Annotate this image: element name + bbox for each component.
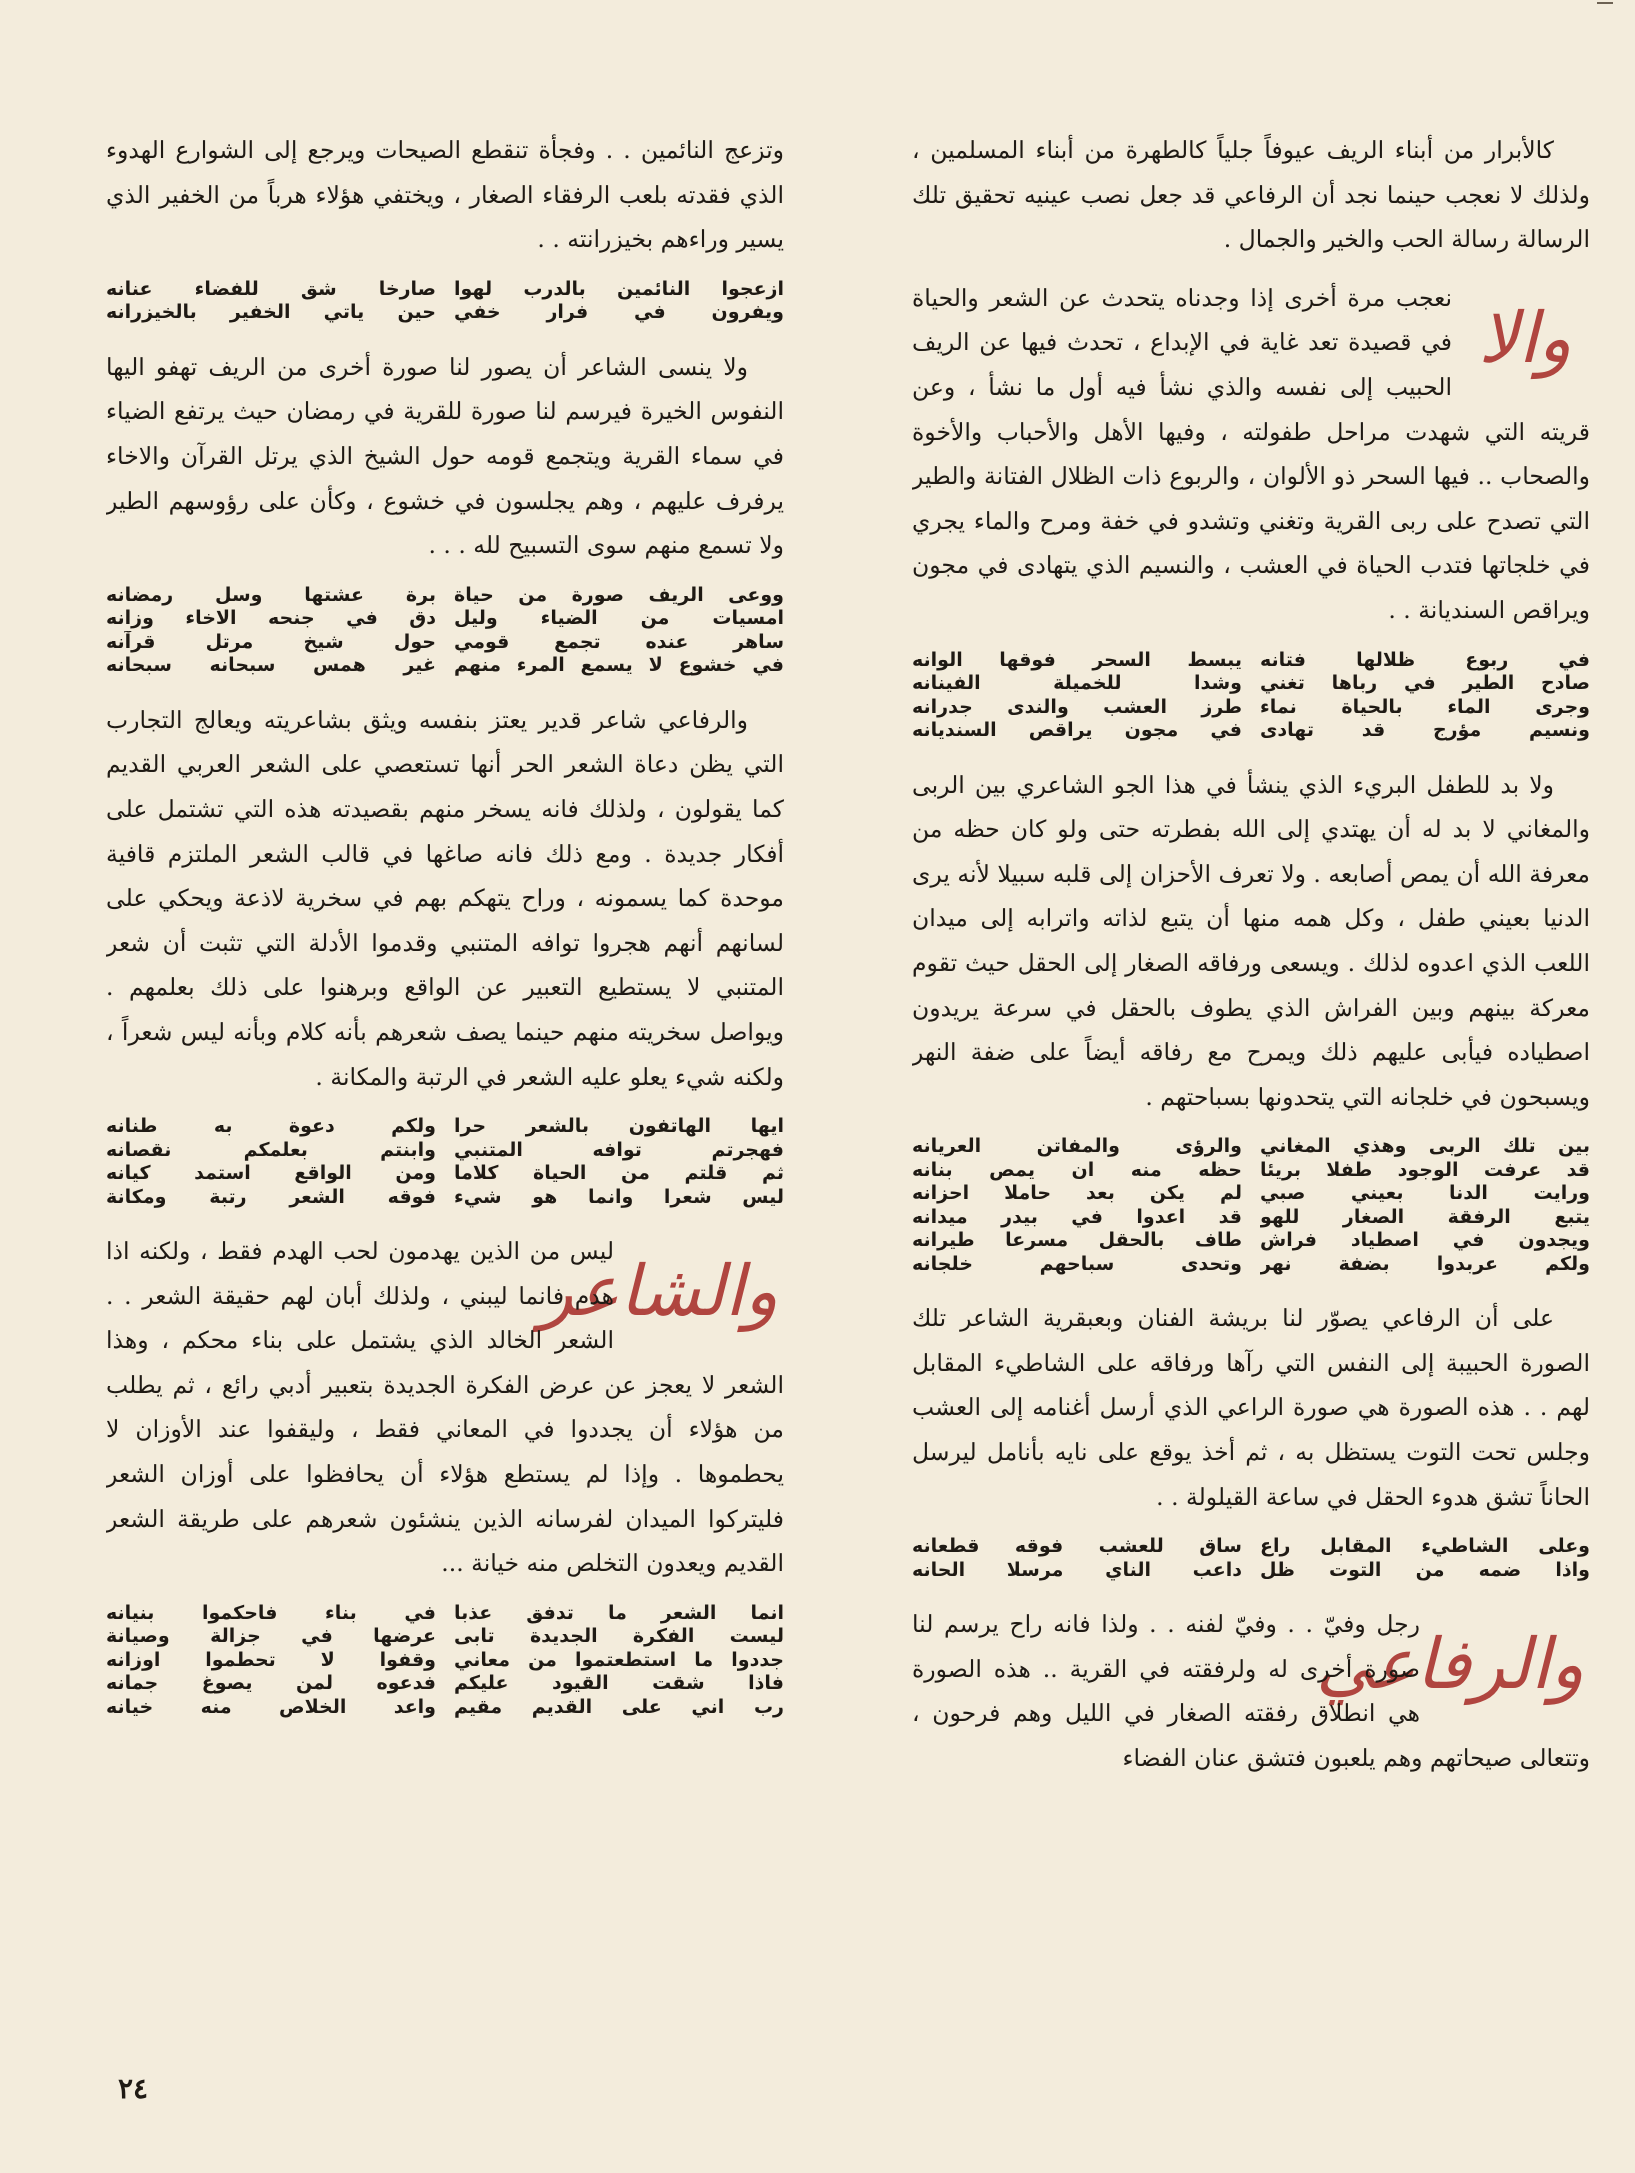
poem-block xyxy=(106,278,784,325)
verse-first-hemistich: ليست الفكرة الجديدة تابى xyxy=(454,1625,784,1648)
verse-second-hemistich: لم يكن بعد حاملا احزانه xyxy=(912,1182,1242,1205)
verse-first-hemistich: فهجرتم توافه المتنبي xyxy=(454,1138,784,1161)
poem-block xyxy=(106,584,784,678)
verse-second-hemistich: قد اعدوا في بيدر ميدانه xyxy=(912,1205,1242,1228)
paragraph-text: والرفاعي شاعر قدير يعتز بنفسه ويثق بشاعريته ويعالج التجارب التي يظن دعاة الشعر الحر أنها تستعصي على الشعر العربي القديم كما يقولون ، ولذلك فانه يسخر منهم بقصيدته هذه التي تشتمل على أفكار جديدة . ومع ذلك فانه صاغها في قالب الشعر الملتزم قافية موحدة كما يسمونه ، وراح يتهكم بهم في سخرية لاذعة ويحكي على لسانهم أنهم هجروا توافه المتنبي وقدموا الأدلة التي تثبت أن شعر المتنبي لا يستطيع التعبير عن الواقع وبرهنوا على ذلك بعلمهم . ويواصل سخريته منهم حينما يصف شعرهم بأنه كلام وبأنه ليس شعراً ، ولكنه شيء يعلو عليه الشعر في الرتبة والمكانة . xyxy=(106,705,784,1091)
poem-block xyxy=(106,1602,784,1720)
verse-second-hemistich: وابنتم بعلمكم نقصانه xyxy=(106,1138,436,1161)
paragraph xyxy=(912,128,1590,262)
paragraph-text: ولا ينسى الشاعر أن يصور لنا صورة أخرى من الريف تهفو اليها النفوس الخيرة فيرسم لنا صورة للقرية في رمضان حيث يرتفع الضياء في سماء القرية ويتجمع قومه حول الشيخ الذي يرتل القرآن والاخاء يرفرف عليهم ، وهم يجلسون في خشوع ، وكأن على رؤوسهم الطير ولا تسمع منهم سوى التسبيح لله . . . xyxy=(106,352,784,560)
verse-second-hemistich: غير همس سبحانه سبحانه xyxy=(106,654,436,677)
poem-verse xyxy=(912,1206,1590,1230)
verse-first-hemistich: ايها الهاتفون بالشعر حرا xyxy=(454,1115,784,1138)
poem-verse xyxy=(106,1625,784,1649)
paragraph-text: كالأبرار من أبناء الريف عيوفاً جلياً كالطهرة من أبناء المسلمين ، ولذلك لا نعجب حينما نجد أن الرفاعي قد جعل نصب عينيه تحقيق تلك الرسالة رسالة الحب والخير والجمال . xyxy=(912,136,1590,254)
verse-second-hemistich: في بناء فاحكموا بنيانه xyxy=(106,1601,436,1624)
verse-first-hemistich: ونسيم مؤرج قد تهادى xyxy=(1260,719,1590,742)
verse-first-hemistich: ووعى الريف صورة من حياة xyxy=(454,583,784,606)
verse-first-hemistich: ليس شعرا وانما هو شيء xyxy=(454,1185,784,1208)
poem-verse xyxy=(106,1186,784,1210)
verse-second-hemistich: فوقه الشعر رتبة ومكانة xyxy=(106,1185,436,1208)
verse-second-hemistich: برة عشتها وسل رمضانه xyxy=(106,583,436,606)
paragraph-text: ولا بد للطفل البريء الذي ينشأ في هذا الجو الشاعري بين الربى والمغاني لا بد له أن يهتدي إلى الله بفطرته حتى ولو كان حظه من معرفة الله أن يمص أصابعه . ولا تعرف الأحزان إلى قلبه سبيلا لأنه يرى الدنيا بعيني طفل ، وكل همه منها أن يتبع لذاته واترابه إلى ميدان اللعب الذي اعدوه لذلك . ويسعى ورفاقه الصغار إلى الحقل حيث تقوم معركة بينهم وبين الفراش الذي يطوف بالحقل في سرعة يريدون اصطياده فيأبى عليهم ذلك ويمرح مع رفاقه أيضاً على ضفة النهر ويسبحون في خلجانه التي يتحدونها بسباحتهم . xyxy=(912,770,1590,1111)
poem-verse xyxy=(106,1162,784,1186)
poem-verse xyxy=(912,719,1590,743)
verse-second-hemistich: عرضها في جزالة وصيانة xyxy=(106,1625,436,1648)
verse-first-hemistich: ورايت الدنا بعيني صبي xyxy=(1260,1182,1590,1205)
verse-first-hemistich: ويجدون في اصطياد فراش xyxy=(1260,1229,1590,1252)
poem-verse xyxy=(106,607,784,631)
verse-first-hemistich: امسيات من الضياء وليل xyxy=(454,607,784,630)
poem-verse xyxy=(106,1139,784,1163)
verse-second-hemistich: دق في جنحه الاخاء وزانه xyxy=(106,607,436,630)
poem-block xyxy=(912,649,1590,743)
poem-verse xyxy=(912,1159,1590,1183)
verse-second-hemistich: حين ياتي الخفير بالخيزرانه xyxy=(106,301,436,324)
poem-verse xyxy=(912,1535,1590,1559)
poem-block xyxy=(912,1135,1590,1276)
verse-first-hemistich: قد عرفت الوجود طفلا بريئا xyxy=(1260,1158,1590,1181)
poem-verse xyxy=(912,1135,1590,1159)
verse-second-hemistich: طاف بالحقل مسرعا طيرانه xyxy=(912,1229,1242,1252)
verse-second-hemistich: حول شيخ مرتل قرآنه xyxy=(106,630,436,653)
poem-verse xyxy=(106,654,784,678)
verse-second-hemistich: حظه منه ان يمص بنانه xyxy=(912,1158,1242,1181)
verse-first-hemistich: انما الشعر ما تدفق عذبا xyxy=(454,1601,784,1624)
page-number: ٢٤ xyxy=(118,2072,149,2105)
verse-first-hemistich: في خشوع لا يسمع المرء منهم xyxy=(454,654,784,677)
paragraph-text: ليس من الذين يهدمون لحب الهدم فقط ، ولكنه اذا هدم فانما ليبني ، ولذلك أبان لهم حقيقة الشعر . . الشعر الخالد الذي يشتمل على بناء محكم ، وهذا الشعر لا يعجز عن عرض الفكرة الجديدة بتعبير أدبي رائع ، ثم يطلب من هؤلاء أن يجددوا في المعاني فقط ، وليقفوا عند الأوزان لا يحطموها . وإذا لم يستطع هؤلاء أن يحافظوا على أوزان الشعر فليتركوا الميدان لفرسانه الذين ينشئون شعرهم على طريقة الشعر القديم ويعدون التخلص منه خيانة ... xyxy=(106,1237,784,1578)
poem-verse xyxy=(106,301,784,325)
verse-second-hemistich: يبسط السحر فوقها الوانه xyxy=(912,648,1242,671)
paragraph-with-dropcap xyxy=(106,1229,784,1586)
verse-second-hemistich: في مجون يراقص السنديانه xyxy=(912,719,1242,742)
decorative-dropcap: والشاعر xyxy=(539,1250,778,1333)
verse-second-hemistich: صارخا شق للفضاء عنانه xyxy=(106,277,436,300)
verse-first-hemistich: وجرى الماء بالحياة نماء xyxy=(1260,695,1590,718)
corner-mark xyxy=(1597,2,1613,10)
poem-verse xyxy=(912,1559,1590,1583)
paragraph xyxy=(912,763,1590,1120)
verse-first-hemistich: ولكم عربدوا بضفة نهر xyxy=(1260,1252,1590,1275)
poem-verse xyxy=(106,584,784,608)
poem-verse xyxy=(106,1649,784,1673)
paragraph xyxy=(106,698,784,1099)
poem-verse xyxy=(106,1115,784,1139)
verse-second-hemistich: وقفوا لا تحطموا اوزانه xyxy=(106,1648,436,1671)
poem-verse xyxy=(106,631,784,655)
verse-first-hemistich: ثم قلتم من الحياة كلاما xyxy=(454,1162,784,1185)
paragraph-text: رجل وفيّ . . وفيّ لفنه . . ولذا فانه راح يرسم لنا صورة أخرى له ولرفقته في القرية .. هذه الصورة هي انطلاق رفقته الصغار في الليل وهم فرحون ، وتتعالى صيحاتهم وهم يلعبون فتشق عنان الفضاء xyxy=(912,1610,1590,1773)
verse-second-hemistich: والرؤى والمفاتن العريانه xyxy=(912,1135,1242,1158)
verse-first-hemistich: واذا ضمه من التوت ظل xyxy=(1260,1558,1590,1581)
poem-block xyxy=(106,1115,784,1209)
poem-verse xyxy=(912,696,1590,720)
verse-second-hemistich: وتحدى سباحهم خلجانه xyxy=(912,1252,1242,1275)
verse-first-hemistich: ازعجوا النائمين بالدرب لهوا xyxy=(454,277,784,300)
poem-verse xyxy=(912,649,1590,673)
verse-first-hemistich: رب اني على القديم مقيم xyxy=(454,1695,784,1718)
verse-first-hemistich: فاذا شقت القيود عليكم xyxy=(454,1672,784,1695)
verse-second-hemistich: ومن الواقع استمد كيانه xyxy=(106,1162,436,1185)
right-column xyxy=(912,128,1590,2033)
verse-first-hemistich: ساهر عنده تجمع قومي xyxy=(454,630,784,653)
poem-block xyxy=(912,1535,1590,1582)
paragraph xyxy=(106,128,784,262)
paragraph-text: على أن الرفاعي يصوّر لنا بريشة الفنان وبعبقرية الشاعر تلك الصورة الحبيبة إلى النفس التي رآها ورفاقه على الشاطيء المقابل لهم . . هذه الصورة هي صورة الراعي الذي أرسل أغنامه إلى العشب وجلس تحت التوت يستظل به ، ثم أخذ يوقع على نايه بأنامل ليرسل الحاناً تشق هدوء الحقل في ساعة القيلولة . . xyxy=(912,1304,1590,1511)
verse-first-hemistich: بين تلك الربى وهذي المغاني xyxy=(1260,1135,1590,1158)
poem-verse xyxy=(106,278,784,302)
poem-verse xyxy=(106,1602,784,1626)
verse-first-hemistich: في ربوع ظلالها فتانه xyxy=(1260,648,1590,671)
poem-verse xyxy=(106,1672,784,1696)
verse-first-hemistich: جددوا ما استطعتموا من معاني xyxy=(454,1648,784,1671)
verse-second-hemistich: وشدا للخميلة الفينانه xyxy=(912,672,1242,695)
verse-second-hemistich: ولكم دعوة به طنانه xyxy=(106,1115,436,1138)
poem-verse xyxy=(912,1229,1590,1253)
paragraph xyxy=(912,1296,1590,1519)
paragraph-text: نعجب مرة أخرى إذا وجدناه يتحدث عن الشعر والحياة في قصيدة تعد غاية في الإبداع ، تحدث فيها عن الريف الحبيب إلى نفسه والذي نشأ فيه أول ما نشأ ، وعن قريته التي شهدت مراحل طفولته ، وفيها الأهل والأحباب والأخوة والصحاب .. فيها السحر ذو الألوان ، والربوع ذات الظلال الفتانة والطير التي تصدح على ربى القرية وتغني وتشدو في خفة ومرح والماء يجري في خلجاتها فتدب الحياة في العشب ، والنسيم الذي يتهادى في مجون ويراقص السنديانة . . xyxy=(912,283,1590,624)
verse-first-hemistich: صادح الطير في رباها تغني xyxy=(1260,672,1590,695)
verse-second-hemistich: داعب الناي مرسلا الحانه xyxy=(912,1558,1242,1581)
poem-verse xyxy=(106,1696,784,1720)
verse-second-hemistich: طرز العشب والندى جدرانه xyxy=(912,695,1242,718)
poem-verse xyxy=(912,1182,1590,1206)
paragraph-text: وتزعج النائمين . . وفجأة تنقطع الصيحات ويرجع إلى الشوارع الهدوء الذي فقدته بلعب الرفقاء الصغار ، ويختفي هؤلاء هرباً من الخفير الذي يسير وراءهم بخيزرانته . . xyxy=(106,136,784,254)
verse-first-hemistich: ويفرون في فرار خفي xyxy=(454,301,784,324)
paragraph-with-dropcap xyxy=(912,276,1590,633)
paragraph-with-dropcap xyxy=(912,1602,1590,1780)
poem-verse xyxy=(912,1253,1590,1277)
decorative-dropcap: والرفاعي xyxy=(1315,1623,1584,1706)
verse-first-hemistich: وعلى الشاطيء المقابل راع xyxy=(1260,1535,1590,1558)
verse-first-hemistich: يتبع الرفقة الصغار للهو xyxy=(1260,1205,1590,1228)
poem-verse xyxy=(912,672,1590,696)
verse-second-hemistich: ساق للعشب فوقه قطعانه xyxy=(912,1535,1242,1558)
left-column xyxy=(106,128,784,2033)
decorative-dropcap: والا xyxy=(1478,296,1572,379)
paragraph xyxy=(106,345,784,568)
verse-second-hemistich: فدعوه لمن يصوغ جمانه xyxy=(106,1672,436,1695)
verse-second-hemistich: واعد الخلاص منه خيانه xyxy=(106,1695,436,1718)
